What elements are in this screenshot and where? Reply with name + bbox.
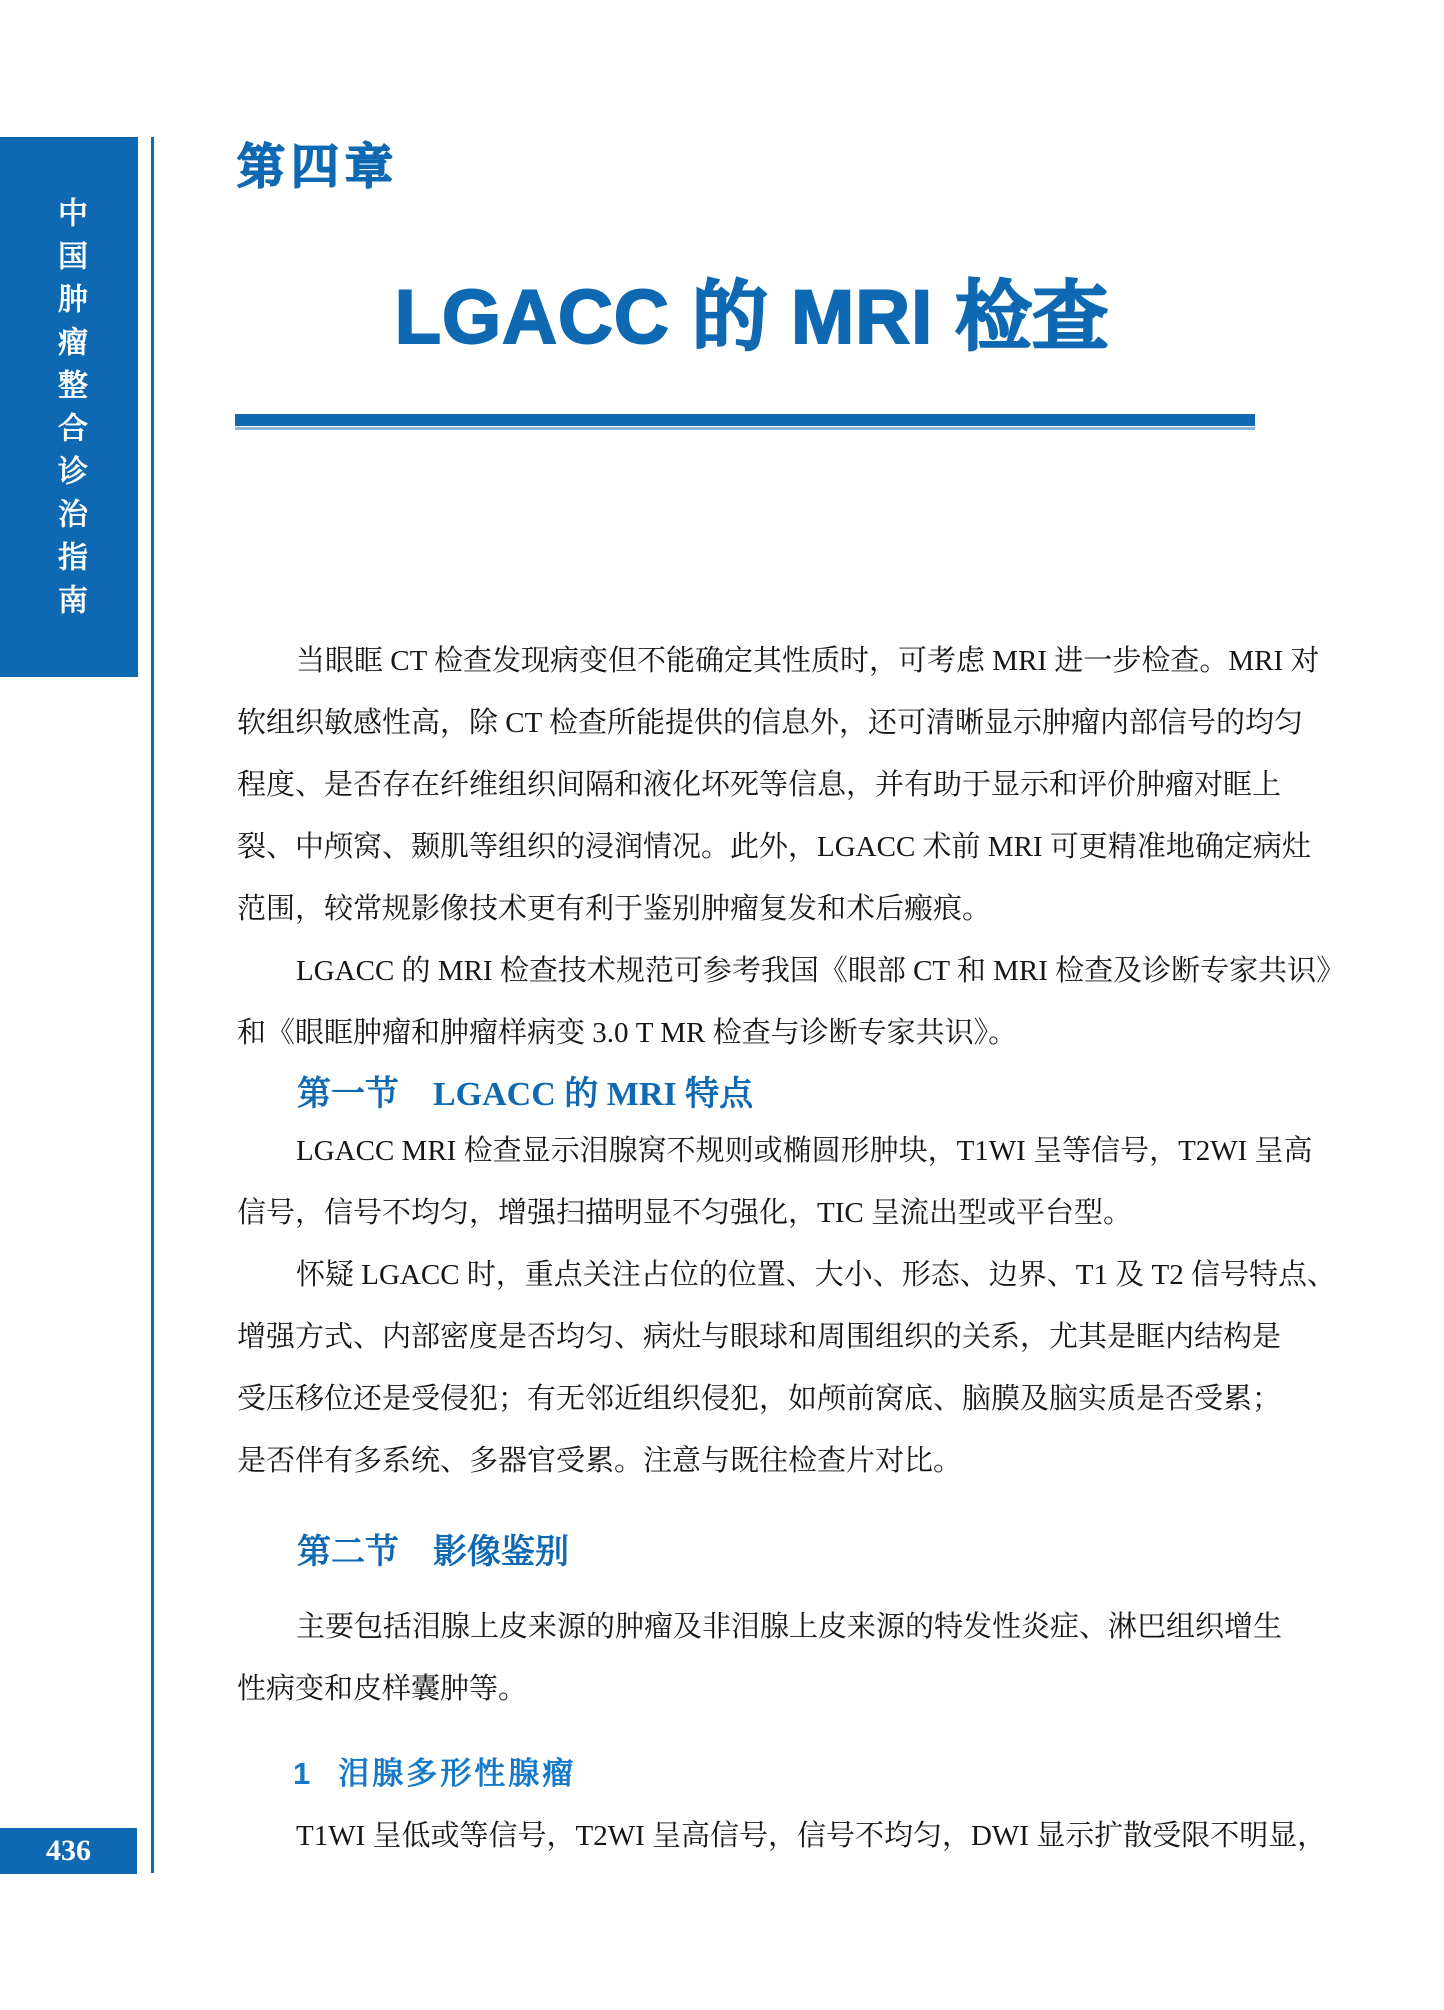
body-line: 范围，较常规影像技术更有利于鉴别肿瘤复发和术后瘢痕。 xyxy=(237,893,992,925)
page-title: LGACC 的 MRI 检查 xyxy=(394,275,1110,360)
body-line: 信号，信号不均匀，增强扫描明显不匀强化，TIC 呈流出型或平台型。 xyxy=(237,1197,1132,1229)
series-banner-text: 中国肿瘤整合诊治指南 xyxy=(53,197,86,627)
paragraph xyxy=(237,1120,1313,1244)
body-line: 怀疑 LGACC 时，重点关注占位的位置、大小、形态、边界、T1 及 T2 信号特点、 xyxy=(296,1259,1336,1291)
section-heading-2 xyxy=(297,1524,569,1573)
paragraph xyxy=(237,630,1320,940)
section-label: 第二节 xyxy=(297,1534,399,1571)
body-line: LGACC 的 MRI 检查技术规范可参考我国《眼部 CT 和 MRI 检查及诊断专家共识》 xyxy=(296,955,1346,987)
title-rule-shadow xyxy=(235,427,1255,430)
body-line: 是否伴有多系统、多器官受累。注意与既往检查片对比。 xyxy=(237,1445,963,1477)
page-number: 436 xyxy=(46,1834,91,1867)
intro-paragraphs xyxy=(237,630,1346,1064)
body-line: 软组织敏感性高，除 CT 检查所能提供的信息外，还可清晰显示肿瘤内部信号的均匀 xyxy=(237,707,1304,739)
body-line: 裂、中颅窝、颞肌等组织的浸润情况。此外，LGACC 术前 MRI 可更精准地确定病灶 xyxy=(237,831,1311,863)
paragraph xyxy=(237,1244,1336,1492)
body-line: T1WI 呈低或等信号，T2WI 呈高信号，信号不均匀，DWI 显示扩散受限不明显， xyxy=(296,1820,1327,1852)
body-line: 主要包括泪腺上皮来源的肿瘤及非泪腺上皮来源的特发性炎症、淋巴组织增生 xyxy=(296,1611,1283,1643)
series-banner xyxy=(0,137,138,677)
page-number-badge xyxy=(0,1828,137,1874)
body-line: 受压移位还是受侵犯；有无邻近组织侵犯，如颅前窝底、脑膜及脑实质是否受累； xyxy=(237,1383,1282,1415)
body-line: 程度、是否存在纤维组织间隔和液化坏死等信息，并有助于显示和评价肿瘤对眶上 xyxy=(237,769,1282,801)
paragraph xyxy=(237,1805,1327,1867)
section2-paragraphs xyxy=(237,1596,1283,1720)
section1-paragraphs xyxy=(237,1120,1336,1492)
subsection-heading-1 xyxy=(293,1748,576,1793)
section-title: LGACC 的 MRI 特点 xyxy=(433,1076,754,1113)
section-heading-1 xyxy=(297,1066,753,1115)
body-line: 增强方式、内部密度是否均匀、病灶与眼球和周围组织的关系，尤其是眶内结构是 xyxy=(237,1321,1282,1353)
subsection-title: 泪腺多形性腺瘤 xyxy=(338,1756,577,1791)
subsection-paragraphs xyxy=(237,1805,1327,1867)
body-line: LGACC MRI 检查显示泪腺窝不规则或椭圆形肿块，T1WI 呈等信号，T2WI 呈高 xyxy=(296,1135,1313,1167)
chapter-label: 第四章 xyxy=(237,141,400,194)
body-line: 和《眼眶肿瘤和肿瘤样病变 3.0 T MR 检查与诊断专家共识》。 xyxy=(237,1017,1018,1049)
subsection-number: 1 xyxy=(293,1756,311,1791)
section-title: 影像鉴别 xyxy=(433,1534,569,1571)
section-label: 第一节 xyxy=(297,1076,399,1113)
body-line: 性病变和皮样囊肿等。 xyxy=(237,1673,528,1705)
paragraph xyxy=(237,1596,1283,1720)
body-line: 当眼眶 CT 检查发现病变但不能确定其性质时，可考虑 MRI 进一步检查。MRI 对 xyxy=(296,645,1320,677)
vertical-divider xyxy=(151,137,154,1873)
paragraph xyxy=(237,940,1346,1064)
title-rule xyxy=(235,414,1255,426)
